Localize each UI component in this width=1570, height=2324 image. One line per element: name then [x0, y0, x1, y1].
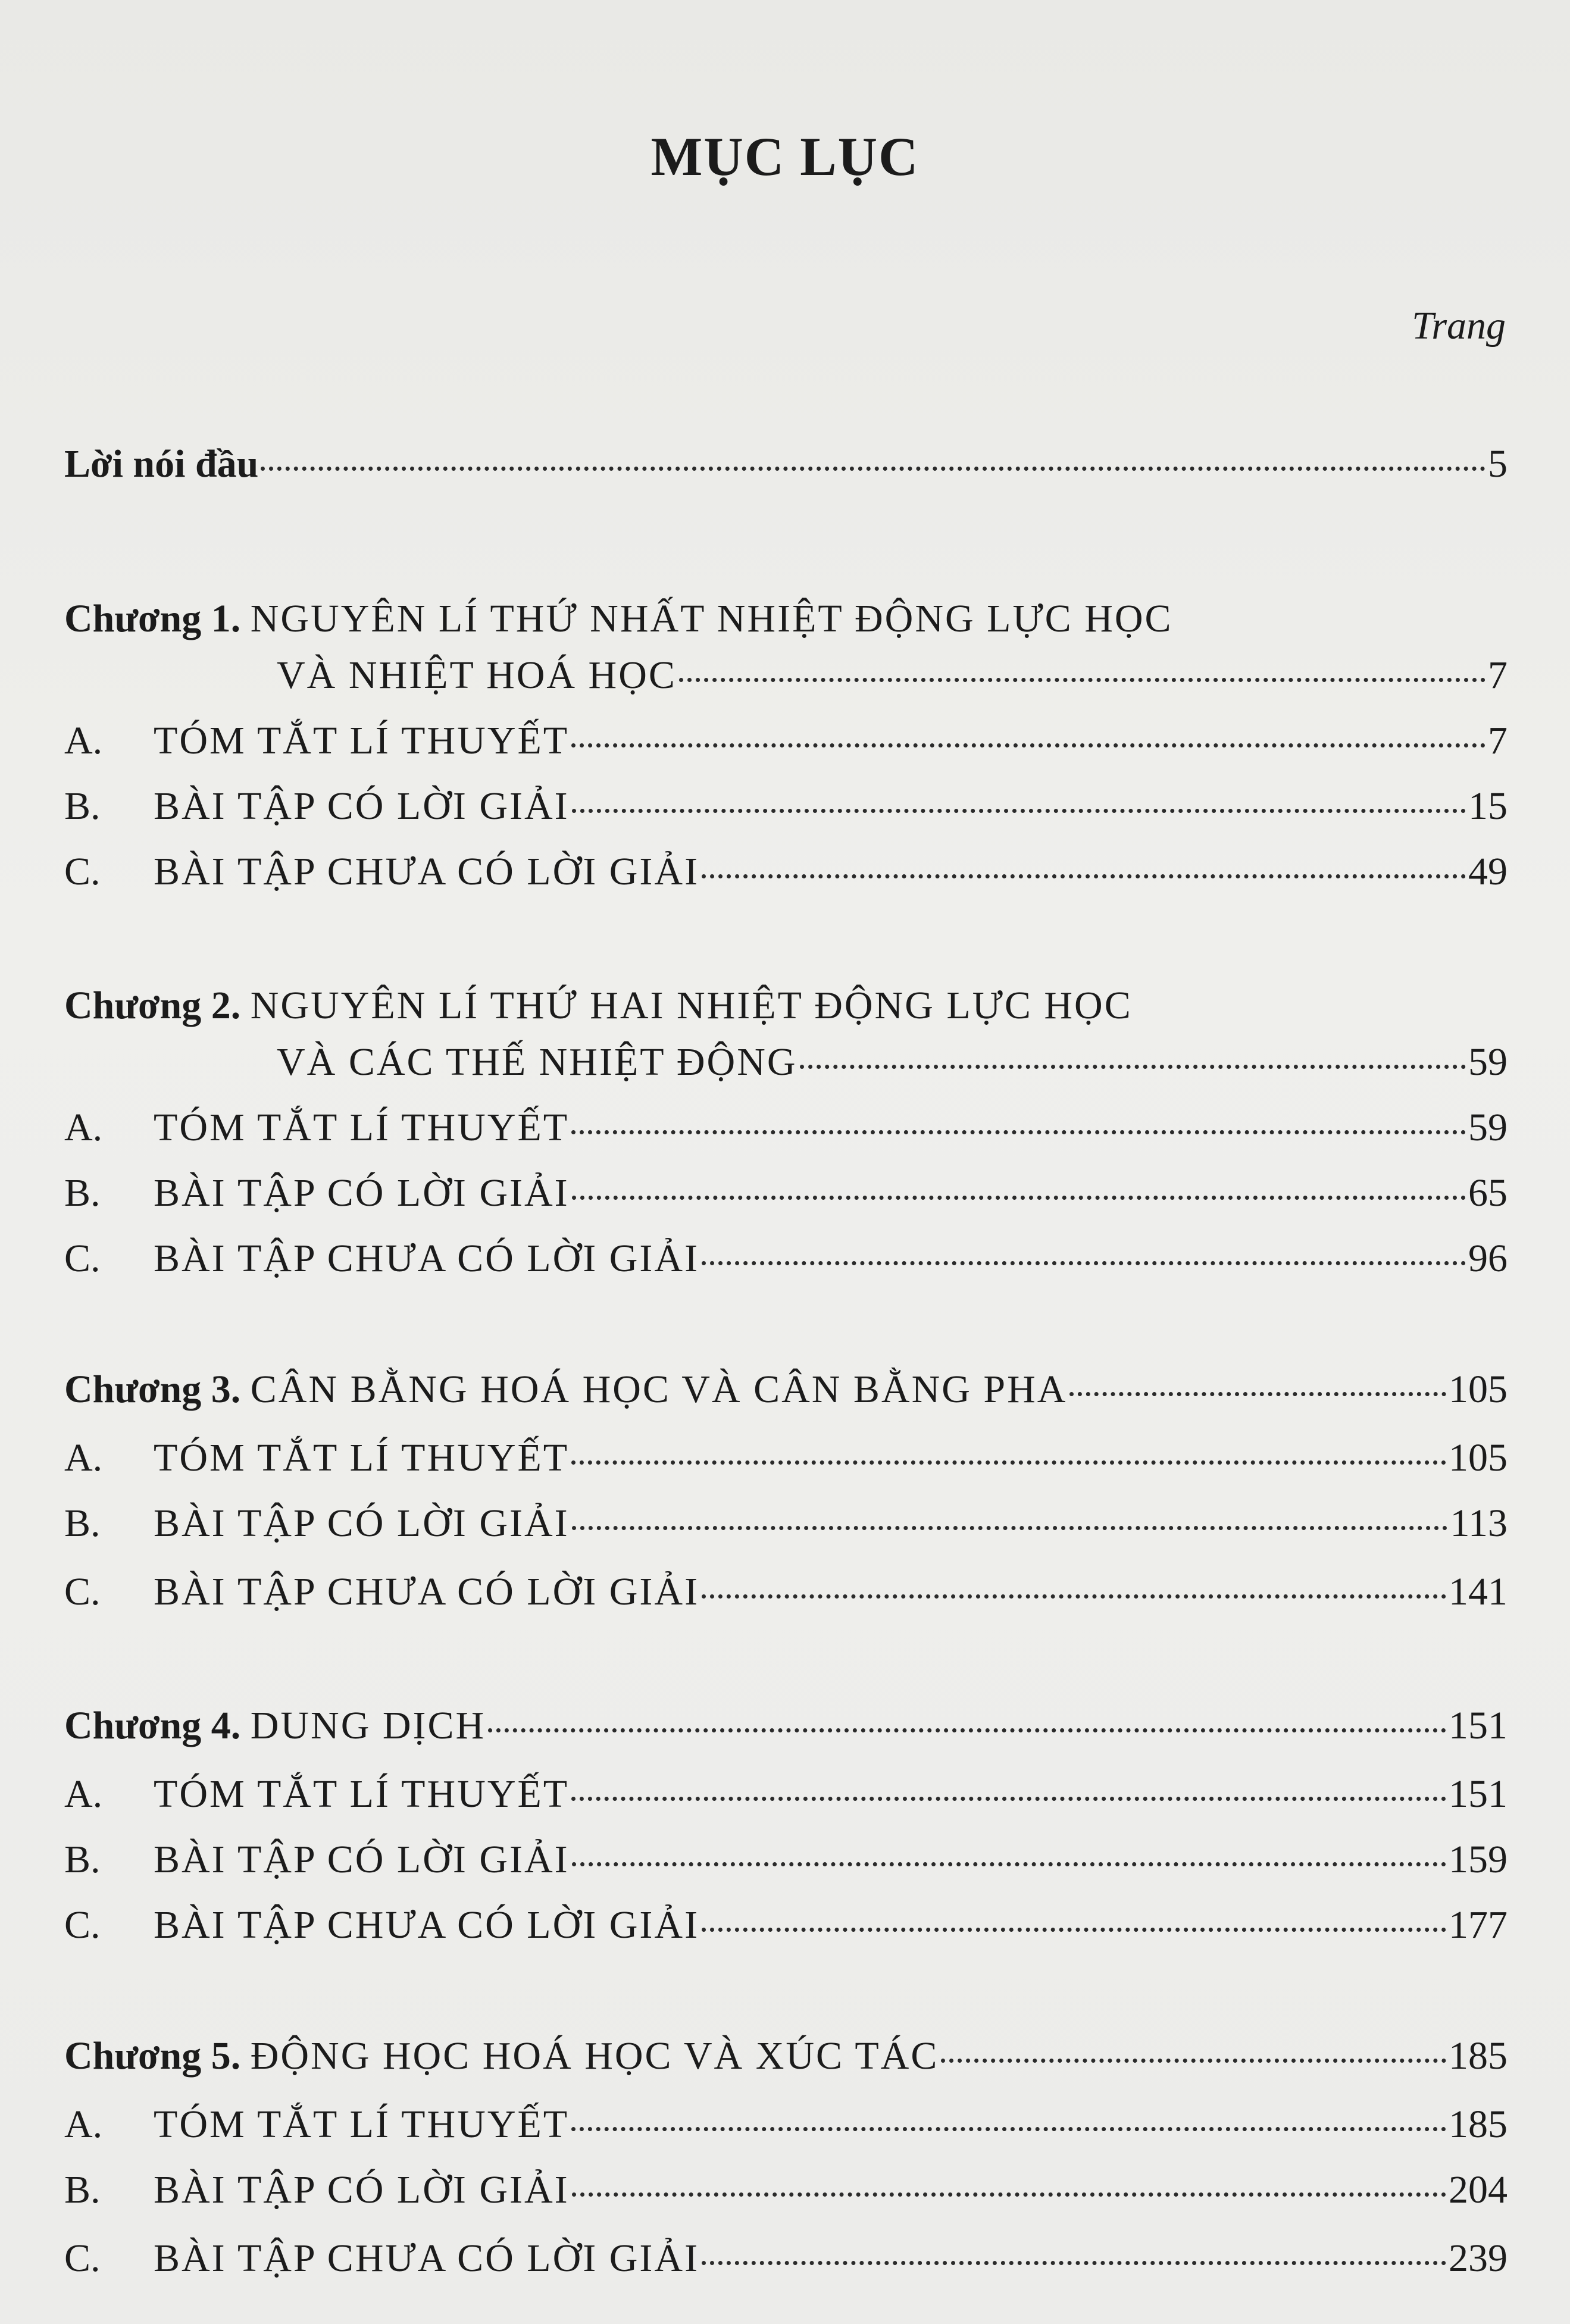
section-letter: B. [64, 1502, 101, 1545]
toc-section-1a [64, 714, 1508, 768]
section-title: TÓM TẮT LÍ THUYẾT [154, 1772, 570, 1816]
toc-page-number: 96 [1468, 1237, 1508, 1280]
toc-page-number: 159 [1449, 1838, 1508, 1881]
dot-leader [941, 2059, 1446, 2063]
toc-page-number: 49 [1468, 850, 1508, 893]
dot-leader [702, 1594, 1446, 1599]
dot-leader [572, 1196, 1466, 1200]
dot-leader [488, 1728, 1446, 1732]
toc-page-number: 105 [1449, 1436, 1508, 1480]
toc-section-5a [64, 2098, 1508, 2151]
toc-page-number: 7 [1488, 653, 1508, 697]
toc-page-number: 105 [1449, 1368, 1508, 1411]
dot-leader [571, 1460, 1446, 1465]
section-title: BÀI TẬP CHƯA CÓ LỜI GIẢI [154, 2237, 700, 2280]
toc-page-number: 141 [1449, 1570, 1508, 1613]
toc-section-4c [64, 1898, 1508, 1952]
dot-leader [702, 2261, 1446, 2265]
chapter-label: Chương 1. [64, 597, 241, 640]
section-letter: A. [64, 2103, 103, 2146]
toc-page-number: 5 [1488, 442, 1508, 486]
toc-section-1b [64, 780, 1508, 833]
toc-section-3b [64, 1497, 1508, 1550]
chapter-label: Chương 5. [64, 2034, 241, 2078]
section-letter: C. [64, 2237, 101, 2280]
section-letter: C. [64, 850, 101, 893]
section-title: TÓM TẮT LÍ THUYẾT [154, 1106, 570, 1149]
toc-chapter-5 [64, 2029, 1508, 2083]
section-letter: A. [64, 1436, 103, 1480]
section-letter: B. [64, 784, 101, 828]
toc-section-4a [64, 1768, 1508, 1821]
toc-page-number: 15 [1468, 784, 1508, 828]
dot-leader [679, 678, 1485, 682]
section-letter: A. [64, 1106, 103, 1149]
chapter-title-cont: VÀ NHIỆT HOÁ HỌC [277, 653, 677, 697]
dot-leader [572, 1862, 1446, 1866]
toc-entry-label: Lời nói đầu [64, 442, 259, 486]
chapter-title: DUNG DỊCH [250, 1704, 486, 1747]
section-letter: B. [64, 1171, 101, 1215]
section-title: TÓM TẮT LÍ THUYẾT [154, 1436, 570, 1480]
chapter-title-cont: VÀ CÁC THẾ NHIỆT ĐỘNG [277, 1040, 797, 1084]
toc-chapter-1 [64, 592, 1173, 646]
toc-section-3a [64, 1431, 1508, 1485]
section-letter: A. [64, 719, 103, 762]
section-title: BÀI TẬP CÓ LỜI GIẢI [154, 1838, 570, 1881]
chapter-label: Chương 4. [64, 1704, 241, 1747]
section-letter: C. [64, 1903, 101, 1947]
section-title: BÀI TẬP CÓ LỜI GIẢI [154, 2168, 570, 2212]
section-letter: B. [64, 2168, 101, 2212]
toc-page-number: 185 [1449, 2103, 1508, 2146]
page-title: MỤC LỤC [650, 126, 920, 187]
dot-leader [702, 1261, 1466, 1265]
dot-leader [261, 467, 1485, 471]
section-letter: C. [64, 1237, 101, 1280]
toc-chapter-3 [64, 1363, 1508, 1416]
dot-leader [571, 1130, 1466, 1134]
chapter-label: Chương 2. [64, 984, 241, 1027]
page-column-label: Trang [1412, 304, 1506, 348]
dot-leader [702, 874, 1466, 878]
dot-leader [572, 809, 1466, 813]
toc-page-number: 65 [1468, 1171, 1508, 1215]
section-title: TÓM TẮT LÍ THUYẾT [154, 2103, 570, 2146]
toc-page-number: 151 [1449, 1704, 1508, 1747]
section-title: BÀI TẬP CHƯA CÓ LỜI GIẢI [154, 1903, 700, 1947]
toc-section-2c [64, 1232, 1508, 1285]
toc-chapter-2 [64, 979, 1133, 1033]
chapter-title: ĐỘNG HỌC HOÁ HỌC VÀ XÚC TÁC [250, 2034, 939, 2078]
section-title: BÀI TẬP CHƯA CÓ LỜI GIẢI [154, 1237, 700, 1280]
dot-leader [571, 1797, 1446, 1801]
toc-section-2a [64, 1101, 1508, 1155]
dot-leader [571, 743, 1485, 747]
toc-page-number: 7 [1488, 719, 1508, 762]
dot-leader [800, 1065, 1466, 1069]
toc-page-number: 204 [1449, 2168, 1508, 2212]
toc-chapter-2-cont [277, 1036, 1508, 1089]
section-title: BÀI TẬP CHƯA CÓ LỜI GIẢI [154, 850, 700, 893]
toc-page-number: 177 [1449, 1903, 1508, 1947]
toc-page-number: 239 [1449, 2237, 1508, 2280]
dot-leader [571, 2127, 1446, 2131]
chapter-title: NGUYÊN LÍ THỨ NHẤT NHIỆT ĐỘNG LỰC HỌC [250, 597, 1173, 640]
toc-entry-preface [64, 437, 1508, 491]
section-title: TÓM TẮT LÍ THUYẾT [154, 719, 570, 762]
toc-page-number: 151 [1449, 1772, 1508, 1816]
section-title: BÀI TẬP CÓ LỜI GIẢI [154, 1502, 570, 1545]
section-title: BÀI TẬP CÓ LỜI GIẢI [154, 1171, 570, 1215]
toc-page-number: 59 [1468, 1040, 1508, 1084]
toc-section-3c [64, 1565, 1508, 1619]
section-letter: B. [64, 1838, 101, 1881]
chapter-title: CÂN BẰNG HOÁ HỌC VÀ CÂN BẰNG PHA [250, 1368, 1068, 1411]
toc-section-4b [64, 1833, 1508, 1887]
chapter-title: NGUYÊN LÍ THỨ HAI NHIỆT ĐỘNG LỰC HỌC [250, 984, 1133, 1027]
section-letter: A. [64, 1772, 103, 1816]
toc-section-1c [64, 845, 1508, 899]
toc-section-2b [64, 1166, 1508, 1220]
toc-section-5b [64, 2163, 1508, 2217]
section-letter: C. [64, 1570, 101, 1613]
section-title: BÀI TẬP CÓ LỜI GIẢI [154, 784, 570, 828]
toc-section-5c [64, 2232, 1508, 2285]
toc-page-number: 185 [1449, 2034, 1508, 2078]
toc-chapter-4 [64, 1699, 1508, 1753]
toc-chapter-1-cont [277, 649, 1508, 702]
dot-leader [702, 1928, 1446, 1932]
dot-leader [572, 1526, 1448, 1530]
toc-page-number: 59 [1468, 1106, 1508, 1149]
section-title: BÀI TẬP CHƯA CÓ LỜI GIẢI [154, 1570, 700, 1613]
dot-leader [1069, 1392, 1446, 1396]
chapter-label: Chương 3. [64, 1368, 241, 1411]
toc-page-number: 113 [1450, 1502, 1508, 1545]
dot-leader [572, 2192, 1446, 2197]
